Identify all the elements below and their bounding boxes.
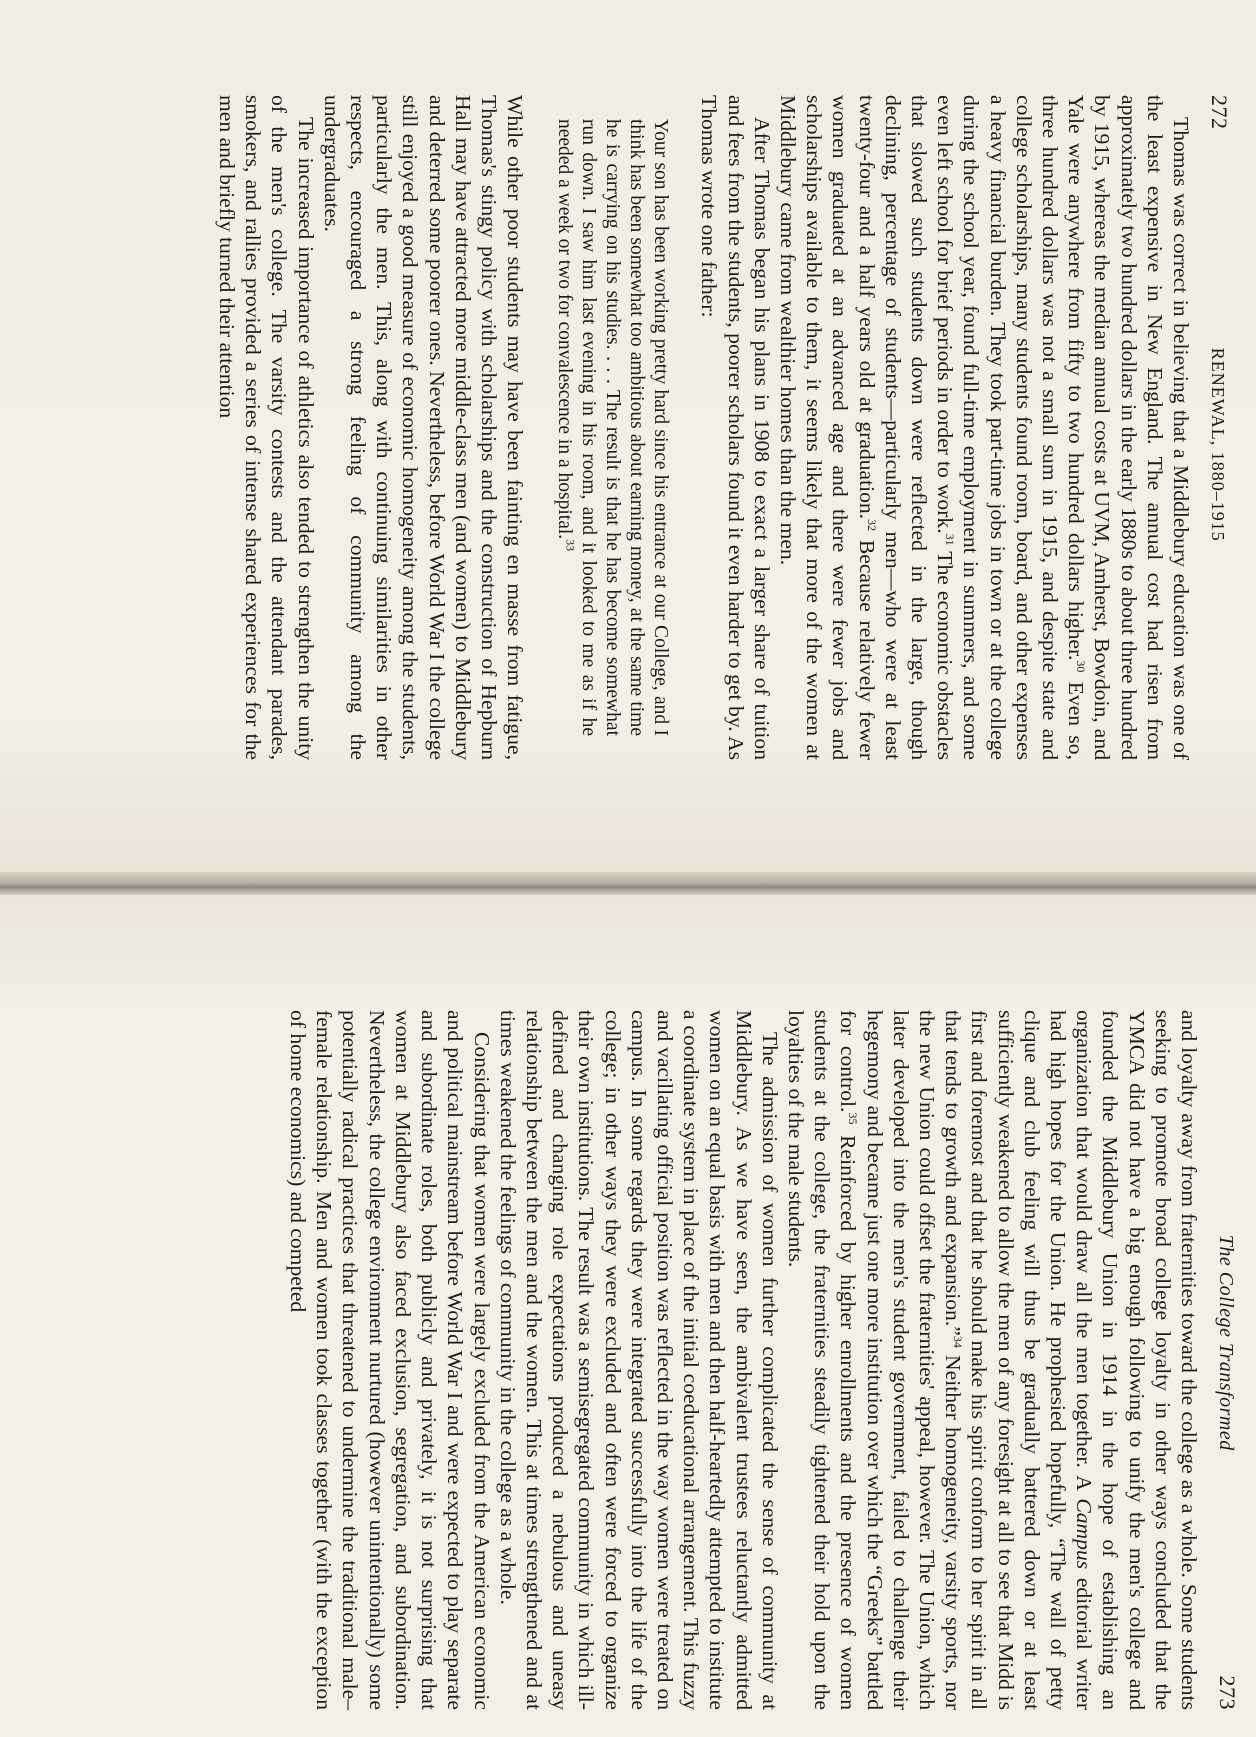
footnote-ref: 30 (1074, 660, 1089, 673)
newspaper-title: Campus (1072, 1498, 1097, 1570)
paragraph: Considering that women were largely excluded from the American economic and political mainstream before World War I and were expected to play separate and subordinate roles, both publicly and privately, it is not surprising that women at Middlebury also faced exclusion, segregation, and subordination. Nevertheless, the college environment nurtured (however unintentionally) some potentially radical practices that threatened to undermine the traditional male–female relationship. Men and women took classes together (with the exception of home economics) and competed (286, 1010, 494, 1710)
page-number: 273 (1215, 1675, 1240, 1710)
right-page-body (285, 1010, 1202, 1710)
paragraph: The increased importance of athletics also tended to strengthen the unity of the men's college. The varsity contests and the attendant parades, smokers, and rallies provided a series of intense shared experiences for the men and briefly turned their attention (214, 95, 318, 760)
block-quote: Your son has been working pretty hard since his entrance at our College, and I think has been somewhat too ambitious about earning money, at the same time he is carrying on his studies. . . . The result is that he has become somewhat run down. I saw him last evening in his room, and it looked to me as if he needed a week or two for convalescence in a hospital.$^{33}$ (554, 119, 672, 736)
footnote-ref: 31 (943, 533, 958, 546)
page-273 (128, 1010, 1240, 1710)
paragraph: Thomas was correct in believing that a Middlebury education was one of the least expensive in New England. The annual cost had risen from approximately two hundred dollars in the early 1880s to about three hundred by 1915, whereas the median annual costs at UVM, Amherst, Bowdoin, and Yale were anywhere from fifty to two hundred dollars higher.$^{30}$ Even so, three hundred dollars was not a small sum in 1915, and despite state and college scholarships, many students found room, board, and other expenses a heavy financial burden. They took part-time jobs in town or at the college during the school year, found full-time employment in summers, and some even left school for brief periods in order to work.$^{31}$ The economic obstacles that slowed such students down were reflected in the large, though declining, percentage of students—particularly men—who were at least twenty-four and a half years old at graduation.$^{32}$ Because relatively fewer women graduated at an advanced age and there were fewer jobs and scholarships available to them, it seems likely that more of the women at Middlebury came from wealthier homes than the men. (775, 95, 1193, 761)
running-head-right (1202, 1010, 1240, 1710)
paragraph: After Thomas began his plans in 1908 to exact a larger share of tuition and fees from the students, poorer scholars found it even harder to get by. As Thomas wrote one father: (697, 95, 774, 760)
running-head-left (1194, 95, 1232, 760)
left-page-body (214, 95, 1194, 760)
page-number: 272 (1207, 95, 1232, 130)
running-head-title: RENEWAL, 1880–1915 (1208, 347, 1228, 542)
page-272 (128, 95, 1232, 760)
footnote-ref: 32 (864, 519, 879, 532)
footnote-ref: 34 (951, 1335, 966, 1348)
footnote-ref: 35 (846, 1112, 861, 1125)
paragraph: While other poor students may have been fainting en masse from fatigue, Thomas's stingy policy with scholarships and the construction of Hepburn Hall may have attracted more middle-class men (and women) to Middlebury and deterred some poorer ones. Nevertheless, before World War I the college still enjoyed a good measure of economic homogeneity among the students, particularly the men. This, along with continuing similarities in other respects, encouraged a strong feeling of community among the undergraduates. (319, 95, 528, 760)
paragraph: The admission of women further complicated the sense of community at Middlebury. As we have seen, the ambivalent trustees reluctantly admitted women on an equal basis with men and then half-heartedly attempted to institute a coordinate system in place of the initial coeducational arrangement. This fuzzy and vacillating official position was reflected in the way women were treated on campus. In some regards they were integrated successfully into the life of the college; in other ways they were excluded and often were forced to organize their own institutions. The result was a semisegregated community in which ill-defined and changing role expectations produced a nebulous and uneasy relationship between the men and the women. This at times strengthened and at times weakened the feelings of community in the college as a whole. (495, 1010, 782, 1710)
paragraph: and loyalty away from fraternities toward the college as a whole. Some students seeking to promote broad college loyalty in other ways concluded that the YMCA did not have a big enough following to unify the men's college and founded the Middlebury Union in 1914 in the hope of establishing an organization that would draw all the men together. A Campus editorial writer had high hopes for the Union. He prophesied hopefully, “The wall of petty clique and club feeling will thus be gradually battered down or at least sufficiently weakened to allow the men of any foresight at all to see that Midd is first and foremost and that he should make his spirit conform to her spirit in all that tends to growth and expansion.”$^{34}$ Neither homogeneity, varsity sports, nor the new Union could offset the fraternities' appeal, however. The Union, which later developed into the men's student government, failed to challenge their hegemony and became just one more institution over which the “Greeks” battled for control.$^{35}$ Reinforced by higher enrollments and the presence of women students at the college, the fraternities steadily tightened their hold upon the loyalties of the male students. (783, 1010, 1201, 1711)
running-head-title: The College Transformed (1215, 1234, 1237, 1451)
footnote-ref: 33 (563, 539, 578, 552)
